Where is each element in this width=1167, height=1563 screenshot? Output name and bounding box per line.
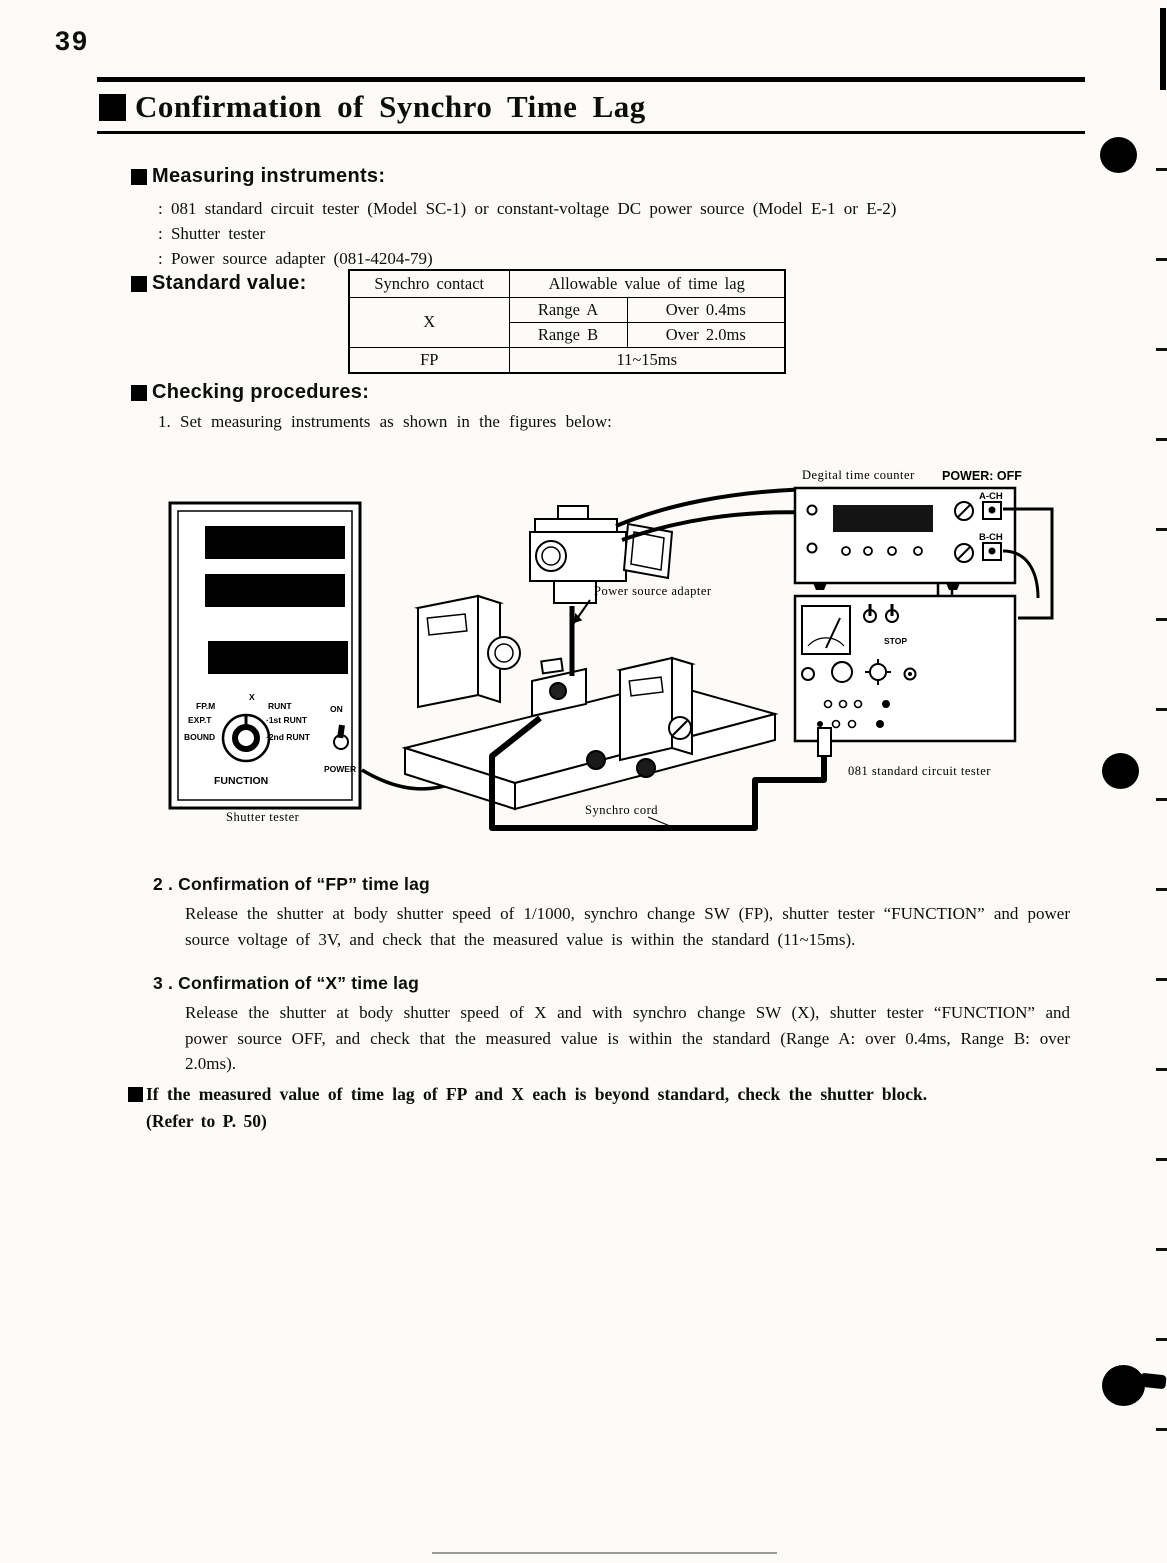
instrument-item: : 081 standard circuit tester (Model SC-1) or constant-voltage DC power source (Model E-1 or E-2) [158,199,897,218]
measuring-instruments-list [158,196,896,271]
punch-dot-bottom-tail [1139,1373,1166,1390]
probe-terminal [818,728,831,756]
punch-dot-top [1100,137,1137,173]
title-square-icon [99,94,126,121]
standard-value-table [348,269,786,374]
top-rule [97,77,1085,82]
power-source-adapter-label: Power source adapter [594,584,712,598]
bottom-scan-line [432,1552,777,1554]
footer-note [128,1084,927,1105]
table-cell-fp-value: 11~15ms [509,347,785,373]
knob-label-runt: RUNT [268,701,292,711]
step-3-body: Release the shutter at body shutter speed of X and with synchro change SW (X), shutter tester “FUNCTION” and power source OFF, and check that the measured value is within the standard (Range A: over 0.4ms, Range B: over 2.0ms). [185,1003,1070,1073]
title-text: Confirmation of Synchro Time Lag [135,89,646,124]
checking-procedures-heading [131,381,369,404]
power-on-label: ON [330,704,343,714]
a-ch-label: A-CH [979,491,1003,502]
knob-label-expt: EXP.T [188,715,212,725]
knob-label-1st-runt: ·1st RUNT [266,715,308,725]
power-label: POWER [324,764,357,774]
corner-registration-bar [1160,8,1166,90]
square-bullet-icon [131,169,147,185]
power-source-adapter-unit [554,581,596,603]
circuit-tester-caption: 081 standard circuit tester [848,764,991,778]
measuring-instruments-heading-text: Measuring instruments: [152,165,386,187]
b-ch-label: B-CH [979,532,1003,543]
edge-registration-marks [1156,168,1167,1518]
standard-value-heading [131,272,307,295]
synchro-cord-label: Synchro cord [585,803,658,817]
table-cell-contact-x: X [349,297,509,347]
setup-figure-svg [80,448,1090,852]
power-off-label: POWER: OFF [942,469,1022,483]
page-number: 39 [55,26,90,56]
instrument-item: : Shutter tester [158,224,266,243]
square-bullet-icon [131,385,147,401]
square-bullet-icon [128,1087,143,1102]
punch-dot-bottom [1102,1365,1145,1406]
table-cell-range-a-value: Over 0.4ms [627,297,785,322]
step-3-title: 3 . Confirmation of “X” time lag [153,973,420,993]
footer-reference: (Refer to P. 50) [146,1111,267,1131]
knob-label-x: X [249,692,255,702]
footer-note-text: If the measured value of time lag of FP and X each is beyond standard, check the shutter block. [146,1084,928,1104]
counter-display [833,505,933,532]
digital-counter-label: Degital time counter [802,468,915,482]
tester-display-bar [208,641,348,674]
digital-time-counter-device [795,488,1015,590]
checking-step-1: 1. Set measuring instruments as shown in the figures below: [158,412,612,431]
table-cell-contact-fp: FP [349,347,509,373]
knob-label-2nd-runt: ·2nd RUNT [266,732,310,742]
page-title [99,89,646,125]
punch-dot-middle [1102,753,1139,789]
knob-label-bound: BOUND [184,732,216,742]
step-2-body: Release the shutter at body shutter speed of 1/1000, synchro change SW (FP), shutter tester “FUNCTION” and power source voltage of 3V, and check that the measured value is within the standard (11~15ms). [185,904,1070,949]
title-underline [97,131,1085,134]
setup-figure [80,448,1090,852]
table-cell-range-b-value: Over 2.0ms [627,322,785,347]
stop-label: STOP [884,636,907,646]
knob-label-fpm: FP.M [196,701,216,711]
tester-display-bar [205,526,345,559]
tester-display-bar [205,574,345,607]
table-header-synchro-contact: Synchro contact [349,270,509,297]
test-stage-device [405,596,775,809]
function-label: FUNCTION [214,775,269,787]
step-2-title: 2 . Confirmation of “FP” time lag [153,874,430,894]
measuring-instruments-heading [131,165,385,188]
shutter-tester-caption: Shutter tester [226,810,300,824]
shutter-tester-device [170,503,360,808]
checking-procedures-heading-text: Checking procedures: [152,381,370,403]
instrument-item: : Power source adapter (081-4204-79) [158,249,433,268]
table-cell-range-a: Range A [509,297,627,322]
table-header-allowable-value: Allowable value of time lag [509,270,785,297]
circuit-tester-device [795,596,1015,756]
square-bullet-icon [131,276,147,292]
table-cell-range-b: Range B [509,322,627,347]
standard-value-heading-text: Standard value: [152,272,307,294]
